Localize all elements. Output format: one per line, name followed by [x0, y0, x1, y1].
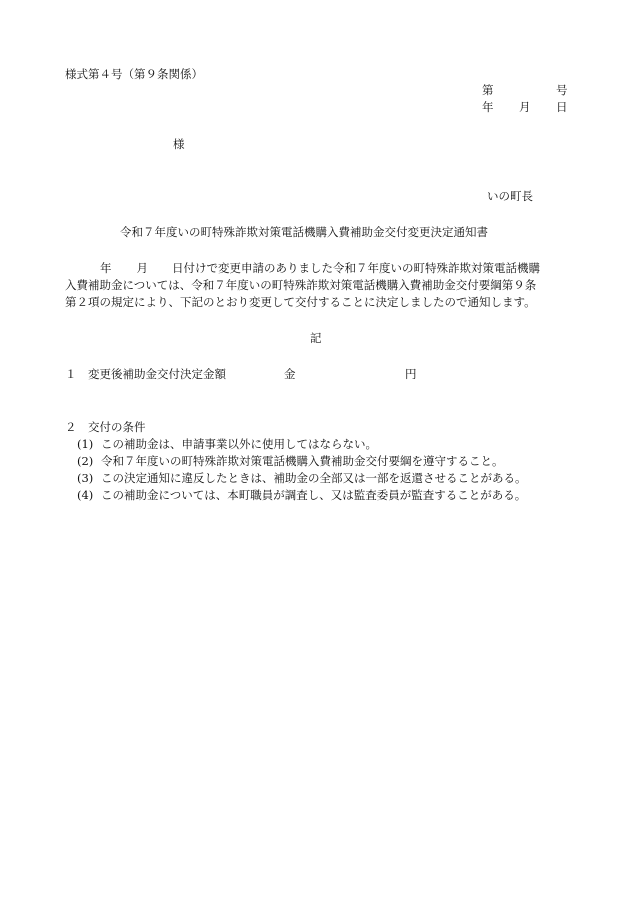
- item1-label: 変更後補助金交付決定金額: [88, 367, 226, 381]
- document-title: 令和７年度いの町特殊詐欺対策電話機購入費補助金交付変更決定通知書: [120, 225, 488, 239]
- sender: いの町長: [487, 189, 533, 203]
- date-year: 年: [482, 100, 494, 114]
- condition-1-num: (1): [77, 437, 94, 451]
- doc-number-prefix: 第: [482, 83, 494, 97]
- item1-yen: 円: [405, 367, 417, 381]
- body-line-3: 第２項の規定により、下記のとおり変更して交付することに決定しましたので通知します。: [65, 295, 536, 309]
- item2-number: ２: [65, 420, 77, 434]
- condition-4-text: この補助金については、本町職員が調査し、又は監査委員が監査することがある。: [101, 488, 527, 502]
- condition-1-text: この補助金は、申請事業以外に使用してはならない。: [101, 437, 377, 451]
- item2-heading: 交付の条件: [88, 420, 146, 434]
- form-label: 様式第４号（第９条関係）: [65, 67, 203, 81]
- item1-kin: 金: [284, 367, 296, 381]
- ki-mark: 記: [310, 331, 322, 345]
- body-line-1: [65, 260, 540, 276]
- condition-2-text: 令和７年度いの町特殊詐欺対策電話機購入費補助金交付要綱を遵守すること。: [101, 454, 504, 468]
- date-day: 日: [556, 100, 568, 114]
- item1-number: １: [65, 367, 77, 381]
- body-line-2: 入費補助金については、令和７年度いの町特殊詐欺対策電話機購入費補助金交付要綱第９条: [65, 278, 537, 292]
- recipient-suffix: 様: [173, 137, 185, 151]
- condition-3-num: (3): [77, 471, 94, 485]
- body-year: 年: [100, 261, 112, 275]
- condition-3-text: この決定通知に違反したときは、補助金の全部又は一部を返還させることがある。: [101, 471, 527, 485]
- doc-number-suffix: 号: [556, 83, 568, 97]
- condition-2-num: (2): [77, 454, 94, 468]
- body-month: 月: [136, 261, 148, 275]
- date-month: 月: [519, 100, 531, 114]
- condition-4-num: (4): [77, 488, 94, 502]
- body-text-1: 日付けで変更申請のありました令和７年度いの町特殊詐欺対策電話機購: [172, 261, 540, 275]
